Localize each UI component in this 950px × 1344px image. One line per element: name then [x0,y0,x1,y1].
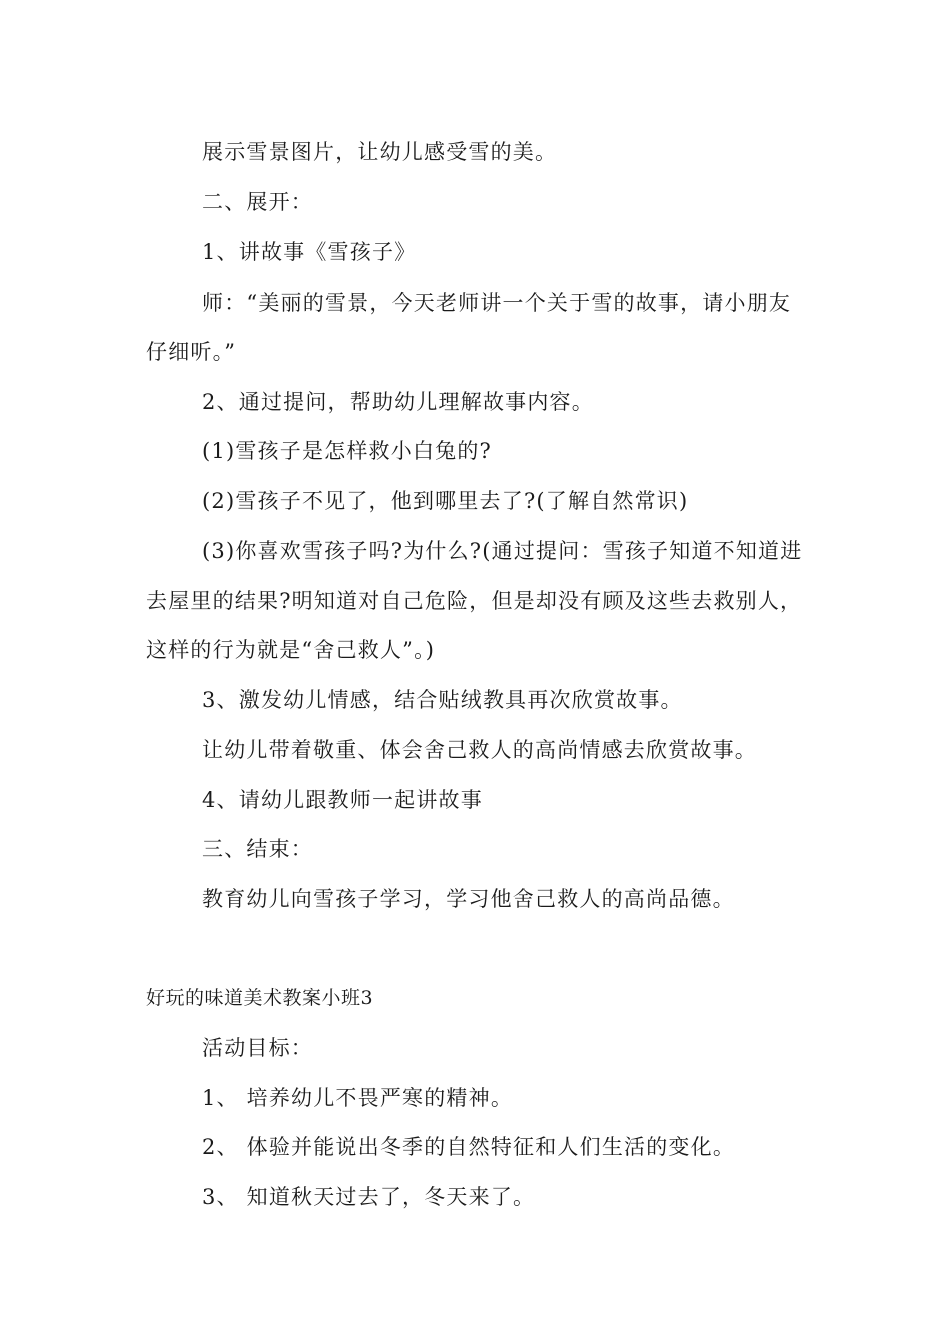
goal-item-3: 3、 知道秋天过去了，冬天来了。 [202,1185,536,1209]
paragraph-teacher-line1: 师：“美丽的雪景，今天老师讲一个关于雪的故事，请小朋友 [202,291,792,315]
goal-item-1: 1、 培养幼儿不畏严寒的精神。 [202,1086,514,1110]
section-heading-expand: 二、展开： [202,190,313,214]
goal-item-2: 2、 体验并能说出冬季的自然特征和人们生活的变化。 [202,1135,736,1159]
list-item-2: 2、通过提问，帮助幼儿理解故事内容。 [202,390,594,414]
document-title: 好玩的味道美术教案小班3 [146,987,374,1009]
paragraph-teacher-line2: 仔细听。” [146,340,237,364]
question-2: (2)雪孩子不见了，他到哪里去了?(了解自然常识) [202,489,689,513]
list-item-3: 3、激发幼儿情感，结合贴绒教具再次欣赏故事。 [202,688,683,712]
list-item-4: 4、请幼儿跟教师一起讲故事 [202,788,483,812]
question-3-line1: (3)你喜欢雪孩子吗?为什么?(通过提问：雪孩子知道不知道进 [202,539,803,563]
paragraph-education: 教育幼儿向雪孩子学习，学习他舍己救人的高尚品德。 [202,887,735,911]
question-3-line2: 去屋里的结果?明知道对自己危险，但是却没有顾及这些去救别人， [146,589,803,613]
section-heading-goals: 活动目标： [202,1036,313,1060]
section-heading-end: 三、结束： [202,837,313,861]
question-1: (1)雪孩子是怎样救小白兔的? [202,439,493,463]
list-item-1: 1、讲故事《雪孩子》 [202,240,417,264]
paragraph-appreciate: 让幼儿带着敬重、体会舍己救人的高尚情感去欣赏故事。 [202,738,757,762]
question-3-line3: 这样的行为就是“舍己救人”。) [146,638,436,662]
paragraph-intro: 展示雪景图片，让幼儿感受雪的美。 [202,140,558,164]
